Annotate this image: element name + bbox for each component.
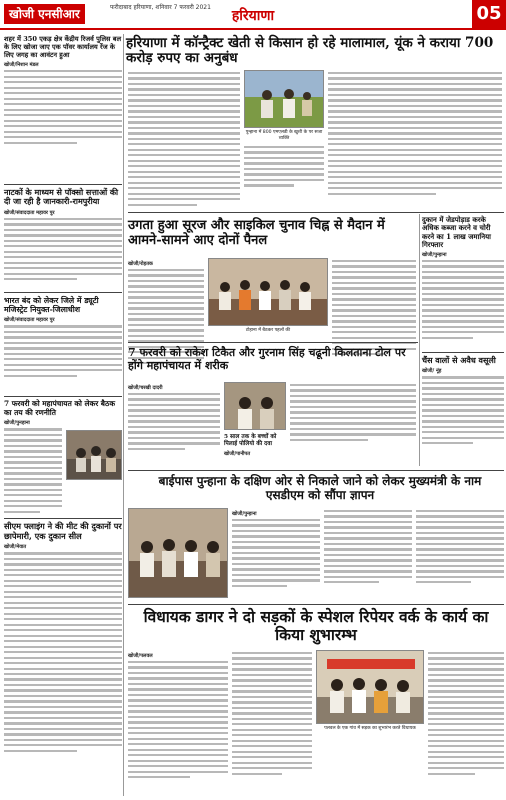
- story-polio: [224, 434, 286, 457]
- story-dagar-body-2: [232, 650, 312, 778]
- story-shop-headline: दुकान में जेडपोड़ाड करके अधिक कब्जा करने व चोरी करने का 1 लाख जमानिया गिरफ्तार: [422, 215, 491, 249]
- election-photo-caption: टोहाना में बैठकर पहलों की: [245, 328, 291, 333]
- story-dagar-byline: खोजी/पलवल: [128, 653, 153, 659]
- farm-photo-image: [245, 71, 324, 128]
- column-divider: [123, 34, 124, 796]
- tikait-photo-image: [225, 383, 286, 430]
- story-meat-shops-body: [4, 552, 122, 752]
- story-dagar-headline: विधायक डागर ने दो सड़कों के स्पेशल रिपेयर वर्क के कार्य का किया शुभारम्भ: [143, 607, 489, 644]
- story-extortion-headline: चैंस वालों से अवैध वसूली: [422, 355, 496, 365]
- story-polio-headline: 5 साल तक के बच्चों को पिलाई पोलियो की दवा: [224, 434, 277, 447]
- story-election-body-2: [332, 258, 416, 359]
- divider: [128, 470, 504, 471]
- divider: [4, 184, 122, 185]
- story-shop: [422, 216, 504, 342]
- election-photo-image: [209, 259, 328, 326]
- story-extortion: [422, 356, 504, 448]
- story-pocso-body: [4, 218, 122, 281]
- bypass-photo: [128, 508, 228, 598]
- road-photo-caption: पलवल के एक गांव में सड़क का शुभारंभ करते विधायक: [324, 726, 416, 731]
- story-crpf-byline: खोजी/निशान मंडल: [4, 62, 39, 69]
- story-dagar-body: [128, 650, 228, 782]
- story-mahapanchayat-body: [4, 428, 62, 512]
- story-farm-body-2: [244, 144, 324, 190]
- story-farm-body: [128, 70, 240, 209]
- story-dagar-body-3: [428, 650, 504, 778]
- story-election-byline: खोजी/रोहतक: [128, 261, 153, 267]
- story-bharat-bandh-byline: खोजी/संवाददाता महावर पुर: [4, 317, 55, 324]
- election-photo: [208, 258, 328, 326]
- divider: [4, 396, 122, 397]
- story-mahapanchayat-byline: खोजी/पुनहाना: [4, 420, 30, 427]
- farm-photo: [244, 70, 324, 128]
- story-bharat-bandh: [4, 296, 122, 380]
- dateline: फरीदाबाद हरियाणा, शनिवार 7 फरवरी 2021: [110, 4, 211, 11]
- story-bharat-bandh-body: [4, 325, 122, 377]
- story-tikait-headline: 7 फरवरी को राकेश टिकैत और गुरनाम सिंह चढूनी किलताना टोल पर होंगे महापंचायत में शरीक: [128, 346, 406, 372]
- story-pocso-byline: खोजी/संवाददाता महावर पुर: [4, 209, 55, 216]
- farm-photo-caption: पुन्हाना में 800 एमएलडी के खुशी के पर सजा व्यक्ति: [245, 130, 323, 141]
- masthead: [0, 0, 506, 30]
- story-pocso: [4, 188, 122, 284]
- story-meat-shops-headline: सीएम फ्लाइंग ने की मीट की दुकानों पर छापेमारी, एक दुकान सील: [4, 521, 122, 541]
- story-bypass-body: [232, 508, 320, 590]
- story-crpf-headline: शहर में 350 एकड़ क्षेत्र केंद्रीय रिजर्व पुलिस बल के लिए खोजा जाए एक पॉवर कार्यालय रेंज के लिए जगह का आवंटन हुआ: [4, 35, 122, 59]
- story-polio-byline: खोजी/पानीपत: [224, 450, 251, 457]
- divider: [128, 604, 504, 605]
- bypass-photo-image: [129, 509, 228, 598]
- newspaper-logo: खोजी एनसीआर: [4, 4, 85, 24]
- story-bharat-bandh-headline: भारत बंद को लेकर जिले में ड्यूटी मजिस्ट्रेट नियुक्त-जिलाधीश: [4, 296, 99, 315]
- story-mahapanchayat-headline: 7 फरवरी को महापंचायत को लेकर बैठक का तय की रणनीति: [4, 399, 115, 417]
- main-banner-headline: हरियाणा में कॉन्ट्रैक्ट खेती से किसान हो रहे मालामाल, यूंक ने कराया 700 करोड़ रुपए का अनुबंध: [126, 35, 494, 66]
- story-extortion-byline: खोजी/ नूंह: [422, 368, 442, 375]
- divider: [128, 212, 504, 213]
- story-bypass-body-2: [324, 508, 412, 587]
- story-tikait-body: [128, 382, 220, 453]
- story-bypass-headline: बाईपास पुन्हाना के दक्षिण ओर से निकाले जाने को लेकर मुख्यमंत्री के नाम एसडीएम को सौंपा ज्ञापन: [158, 474, 482, 502]
- story-meat-shops-byline: खोजी/मेवात: [4, 544, 27, 551]
- story-election-headline: उगता हुआ सूरज और साइकिल चुनाव चिह्न से मैदान में आमने-सामने आए दोनों पैनल: [128, 218, 385, 248]
- divider: [4, 518, 122, 519]
- divider: [422, 352, 504, 353]
- tikait-photo: [224, 382, 286, 430]
- story-farm-body-3: [328, 70, 502, 198]
- story-pocso-headline: नाटकों के माध्यम से पॉक्सो सत्ताओं की दी जा रही है जानकारी-रामपुरीया: [4, 187, 119, 207]
- section-title: हरियाणा: [231, 8, 275, 24]
- divider: [4, 292, 122, 293]
- divider: [128, 342, 418, 343]
- road-photo: [316, 650, 424, 724]
- mahapanchayat-photo: [66, 430, 122, 480]
- story-shop-byline: खोजी/पुन्हाना: [422, 252, 447, 258]
- road-photo-image: [317, 651, 424, 724]
- story-meat-shops: [4, 522, 122, 755]
- story-tikait-body-2: [290, 382, 416, 444]
- story-bypass-byline: खोजी/पुन्हाना: [232, 511, 257, 517]
- story-tikait-byline: खोजी/चरखी दादरी: [128, 385, 163, 391]
- page-number: 05: [472, 0, 506, 28]
- column-divider: [419, 214, 420, 466]
- story-bypass-body-3: [416, 508, 504, 587]
- story-crpf-body: [4, 70, 122, 143]
- story-crpf: [4, 36, 122, 147]
- mahapanchayat-photo-image: [67, 431, 122, 480]
